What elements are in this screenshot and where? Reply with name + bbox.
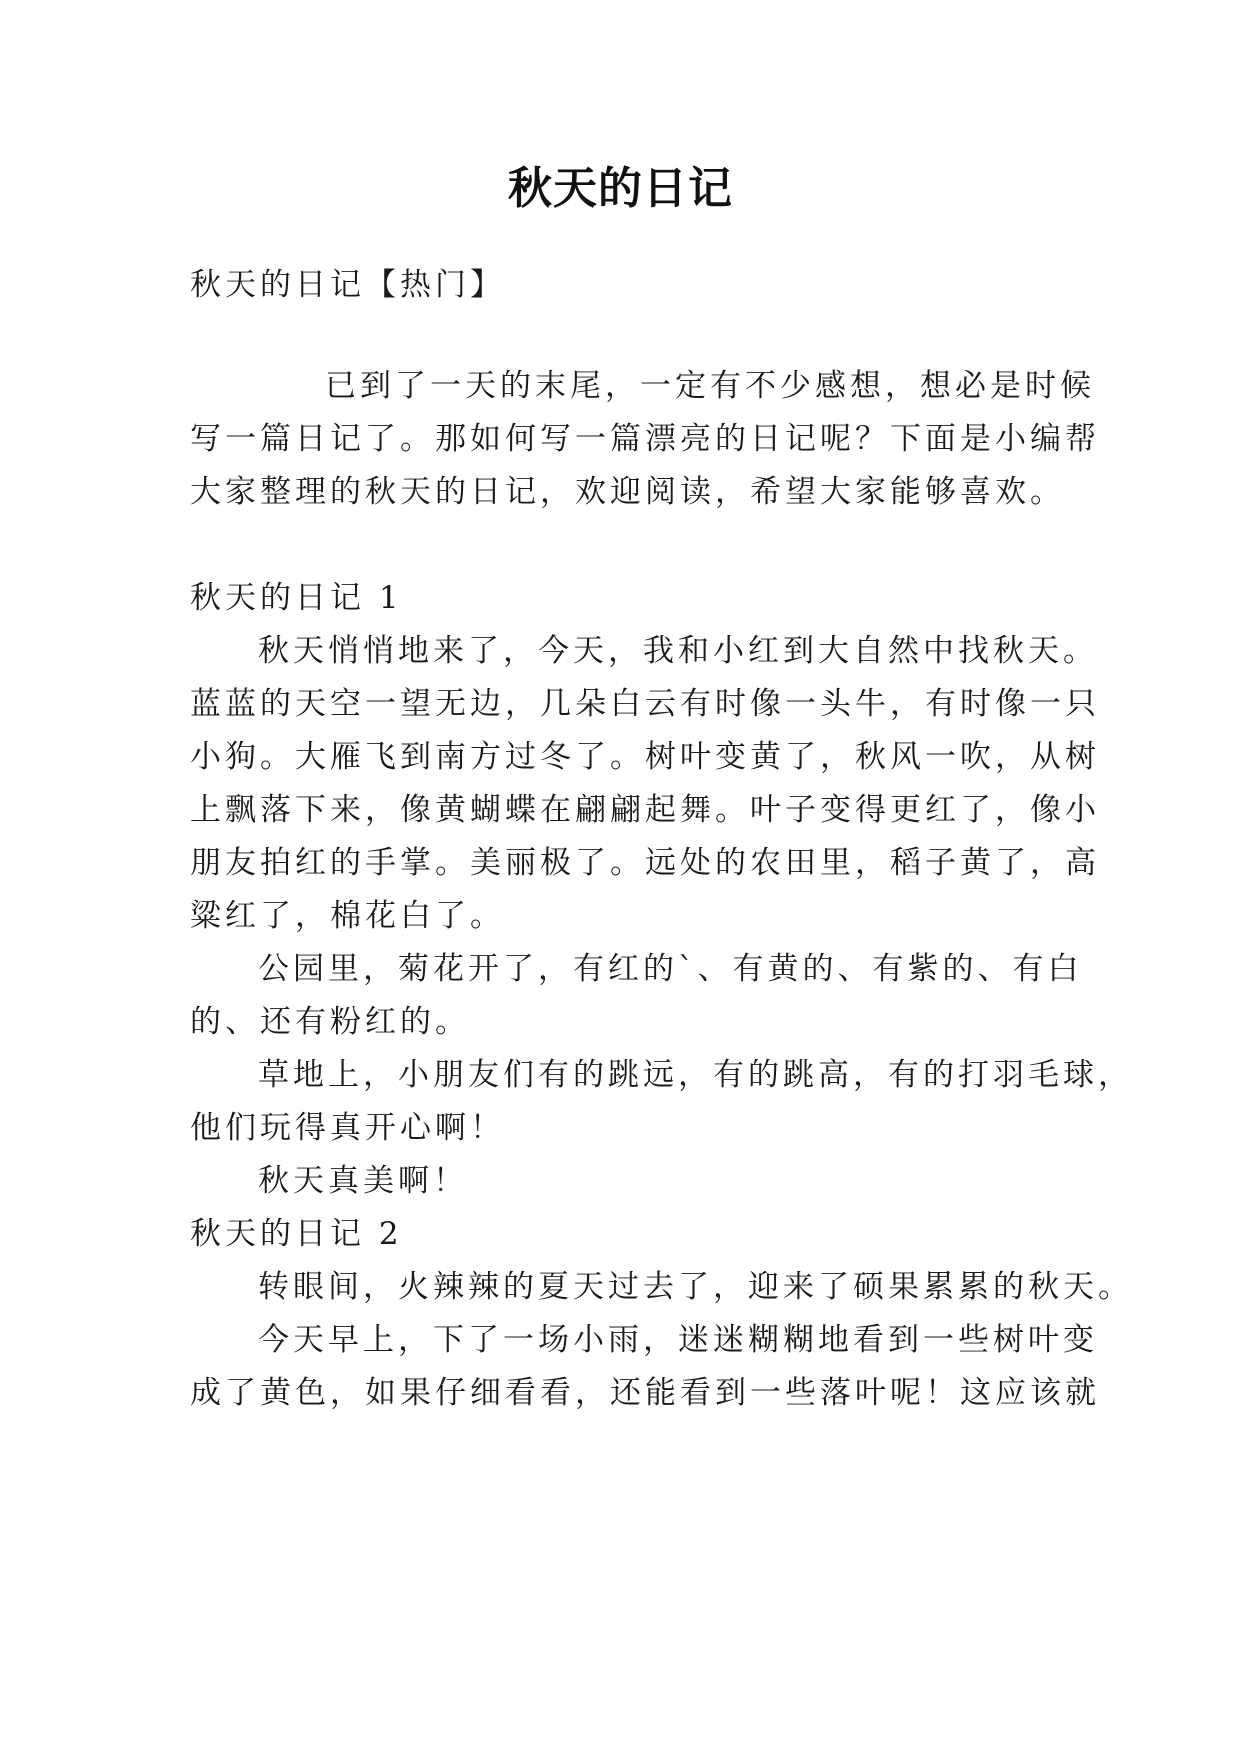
diary1-line: 的、还有粉红的。 xyxy=(190,1004,470,1040)
diary1-line: 他们玩得真开心啊！ xyxy=(190,1110,505,1146)
diary1-heading: 秋天的日记 1 xyxy=(190,580,403,616)
diary1-line: 秋天真美啊！ xyxy=(258,1163,468,1199)
diary1-line: 公园里，菊花开了，有红的`、有黄的、有紫的、有白 xyxy=(258,951,1083,987)
diary1-line: 小狗。大雁飞到南方过冬了。树叶变黄了，秋风一吹，从树 xyxy=(190,739,1100,775)
diary1-line: 上飘落下来，像黄蝴蝶在翩翩起舞。叶子变得更红了，像小 xyxy=(190,792,1100,828)
intro-line: 已到了一天的末尾，一定有不少感想，想必是时候 xyxy=(325,368,1095,404)
intro-line: 写一篇日记了。那如何写一篇漂亮的日记呢？下面是小编帮 xyxy=(190,421,1100,457)
diary1-line: 朋友拍红的手掌。美丽极了。远处的农田里，稻子黄了，高 xyxy=(190,845,1100,881)
diary2-heading: 秋天的日记 2 xyxy=(190,1216,403,1252)
diary1-line: 草地上，小朋友们有的跳远，有的跳高，有的打羽毛球， xyxy=(258,1057,1133,1093)
diary2-line: 转眼间，火辣辣的夏天过去了，迎来了硕果累累的秋天。 xyxy=(258,1269,1133,1305)
diary1-line: 蓝蓝的天空一望无边，几朵白云有时像一头牛，有时像一只 xyxy=(190,686,1100,722)
diary2-line: 成了黄色，如果仔细看看，还能看到一些落叶呢！这应该就 xyxy=(190,1375,1100,1411)
diary1-line: 粱红了，棉花白了。 xyxy=(190,898,505,934)
document-title: 秋天的日记 xyxy=(508,163,733,214)
diary2-line: 今天早上，下了一场小雨，迷迷糊糊地看到一些树叶变 xyxy=(258,1322,1098,1358)
intro-line: 大家整理的秋天的日记，欢迎阅读，希望大家能够喜欢。 xyxy=(190,474,1065,510)
diary1-line: 秋天悄悄地来了，今天，我和小红到大自然中找秋天。 xyxy=(258,633,1098,669)
document-subtitle: 秋天的日记【热门】 xyxy=(190,267,505,303)
